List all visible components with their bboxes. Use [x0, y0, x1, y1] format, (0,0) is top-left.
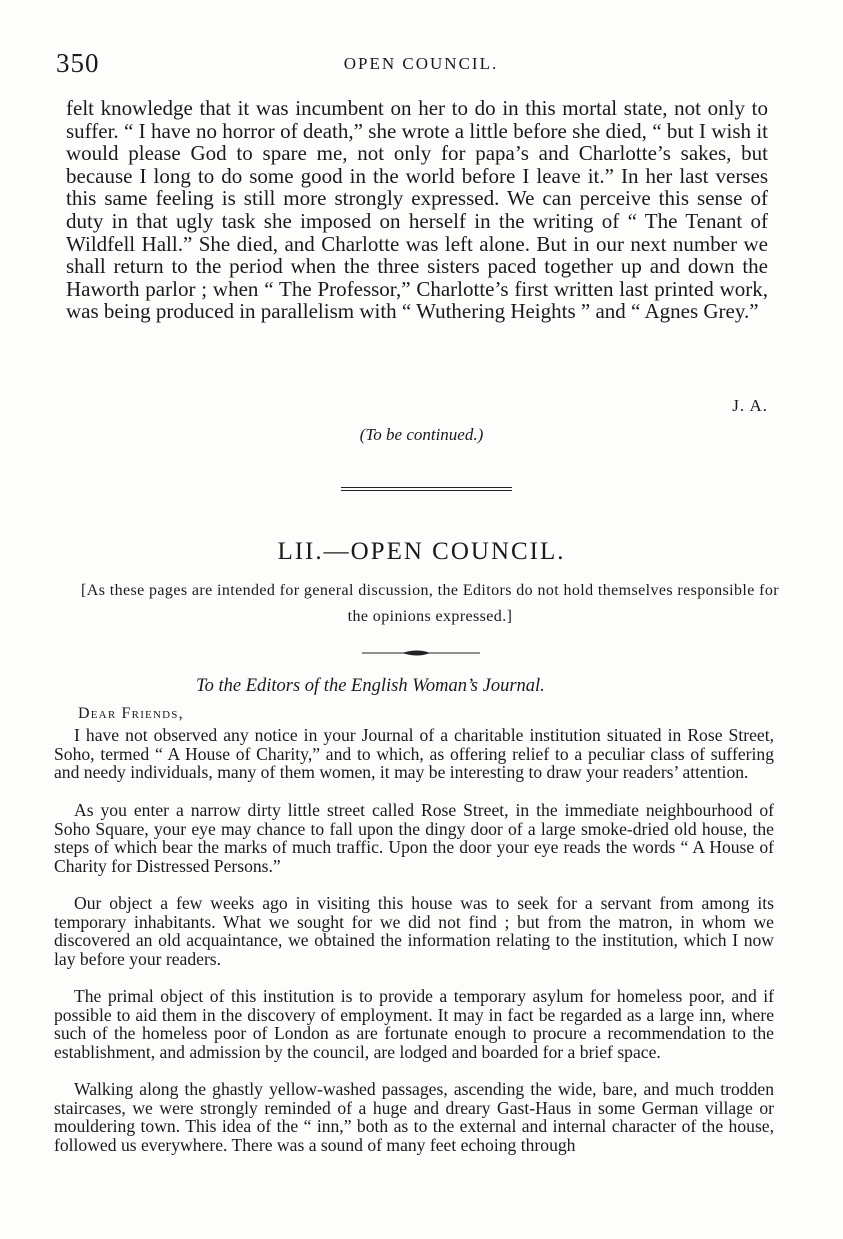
- letter-paragraph-text: Walking along the ghastly yellow-washed passages, ascending the wide, bare, and much trodden staircases, we were strongly reminded of a huge and dreary Gast-Haus in some German village or mouldering town. This idea of the “ inn,” both as to the external and internal character of the house, followed us everywhere. There was a sound of many feet echoing through: [54, 1079, 774, 1156]
- to-be-continued: (To be continued.): [359, 425, 484, 444]
- letter-heading: To the Editors of the English Woman’s Journal.: [196, 676, 545, 696]
- section-divider-rule-top: [341, 487, 512, 488]
- letter-salutation: Dear Friends,: [78, 705, 184, 722]
- continuation-paragraph: felt knowledge that it was incumbent on her to do in this mortal state, not only to suffer. “ I have no horror of death,” she wrote a little before she died, “ but I wish it would please God to spare me, not only for papa’s and Charlotte’s sakes, but because I long to do some good in the world before I leave it.” In her last verses this same feeling is still more strongly expressed. We can perceive this sense of duty in that ugly task she imposed on herself in the writing of “ The Tenant of Wildfell Hall.” She died, and Charlotte was left alone. But in our next number we shall return to the period when the three sisters paced together up and down the Haworth parlor ; when “ The Professor,” Charlotte’s first written last printed work, was being produced in parallelism with “ Wuthering Heights ” and “ Agnes Grey.”: [66, 96, 768, 324]
- letter-paragraph: [54, 894, 774, 969]
- letter-paragraph: [54, 987, 774, 1062]
- letter-paragraph: [54, 1080, 774, 1155]
- running-title: OPEN COUNCIL.: [343, 54, 499, 73]
- letter-paragraph-text: As you enter a narrow dirty little street called Rose Street, in the immediate neighbourhood of Soho Square, your eye may chance to fall upon the dingy door of a large smoke-dried old house, the steps of which bear the marks of much traffic. Upon the door your eye reads the words “ A House of Charity for Distressed Persons.”: [54, 800, 774, 877]
- ornament-divider-icon: [362, 646, 480, 660]
- author-signature: J. A.: [732, 396, 768, 415]
- page-number: 350: [56, 48, 100, 78]
- editorial-disclaimer: [As these pages are intended for general discussion, the Editors do not hold themselves responsible for the opinions expressed.]: [81, 582, 779, 625]
- section-title: LII.—OPEN COUNCIL.: [277, 538, 566, 565]
- letter-paragraph-text: I have not observed any notice in your Journal of a charitable institution situated in Rose Street, Soho, termed “ A House of Charity,” and to which, as offering relief to a peculiar class of suffering and needy individuals, many of them women, it may be interesting to draw your readers’ attention.: [54, 725, 774, 783]
- section-divider-rule-bottom: [341, 490, 512, 491]
- running-head: [56, 48, 786, 82]
- letter-paragraph-text: Our object a few weeks ago in visiting this house was to seek for a servant from among its temporary inhabitants. What we sought for we did not find ; but from the matron, in whom we discovered an old acquaintance, we obtained the information relating to the institution, which I now lay before your readers.: [54, 893, 774, 970]
- letter-paragraph: [54, 801, 774, 876]
- letter-paragraph: [54, 726, 774, 782]
- letter-paragraph-text: The primal object of this institution is to provide a temporary asylum for homeless poor, and if possible to aid them in the discovery of employment. It may in fact be regarded as a large inn, where such of the homeless poor of London as are fortunate enough to procure a recommendation to the establishment, and admission by the council, are lodged and boarded for a brief space.: [54, 986, 774, 1063]
